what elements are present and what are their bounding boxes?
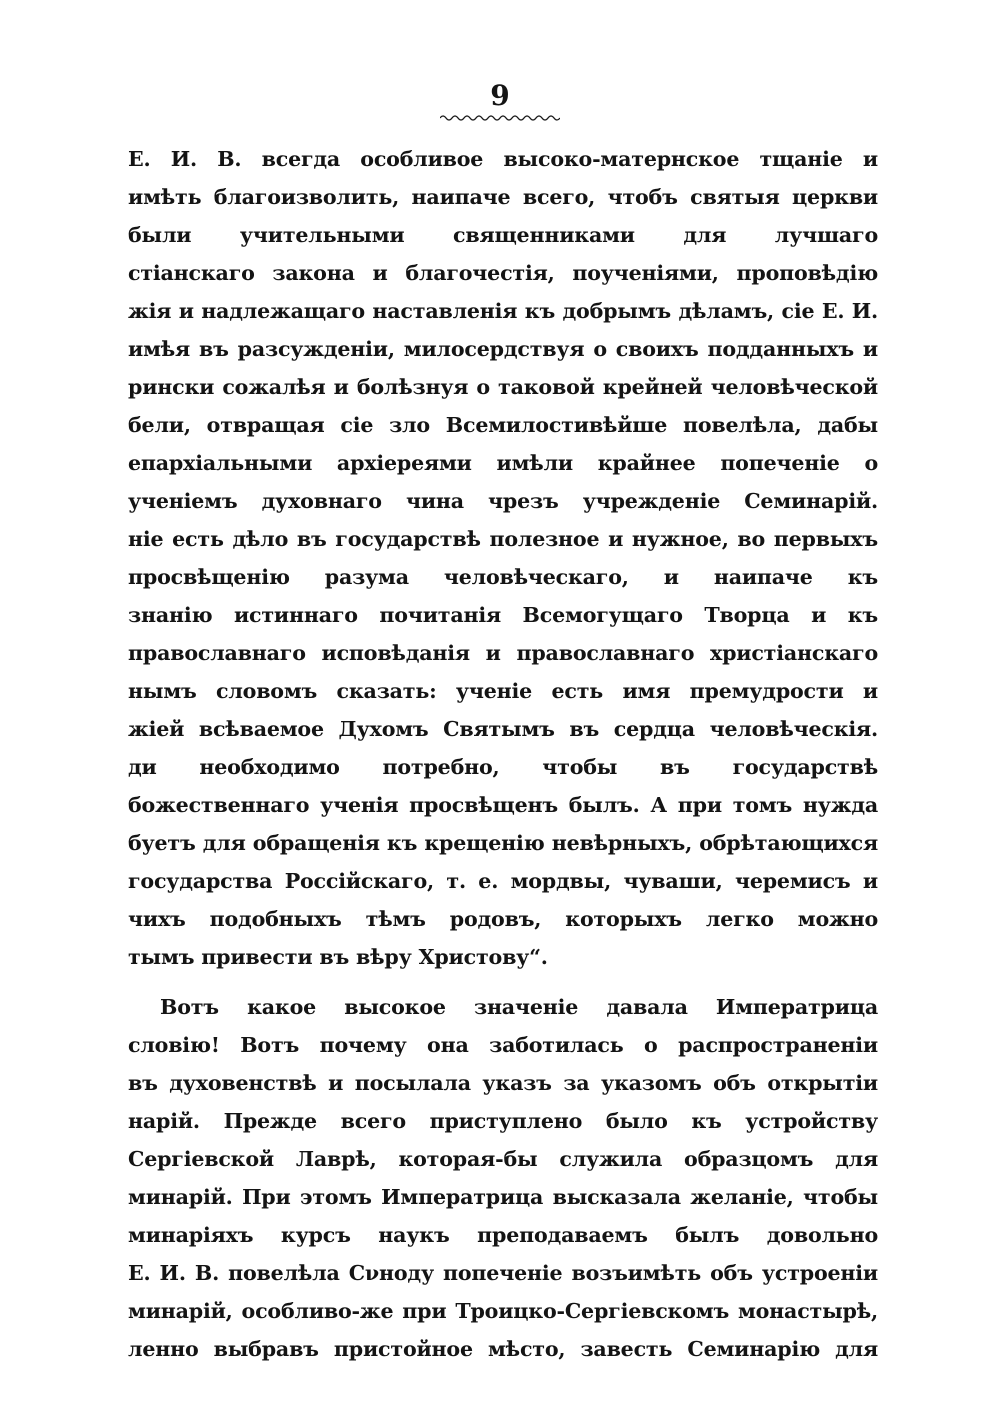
text-line: просвѣщенію разума человѣческаго, и наипаче къ [128,565,878,589]
text-line: тымъ привести въ вѣру Христову“. [128,945,548,969]
text-line: были учительными священниками для лучшаго [128,223,878,247]
text-line: въ духовенствѣ и посылала указъ за указомъ объ открытіи [128,1071,878,1095]
text-line: епархіальными архіереями имѣли крайнее попеченіе о [128,451,878,475]
text-line: чихъ подобныхъ тѣмъ родовъ, которыхъ легко можно [128,907,878,931]
text-line: Е. И. В. повелѣла Сνноду попеченіе возъимѣть объ устроеніи [128,1261,878,1285]
text-line: ученіемъ духовнаго чина чрезъ учрежденіе Семинарій. [128,489,878,513]
decorative-wavy-rule [440,112,560,124]
text-line: ніе есть дѣло въ государствѣ полезное и нужное, во первыхъ [128,527,878,551]
text-line: Е. И. В. всегда особливое высоко-матернское тщаніе и [128,147,878,171]
text-line: словію! Вотъ почему она заботилась о распространеніи [128,1033,878,1057]
text-line: минарій, особливо-же при Троицко-Сергіевскомъ монастырѣ, [128,1299,878,1323]
text-line: минарій. При этомъ Императрица высказала желаніе, чтобы [128,1185,878,1209]
text-line: государства Россійскаго, т. е. мордвы, чуваши, черемисъ и [128,869,878,893]
text-line: стіанскаго закона и благочестія, поученіями, проповѣдію [128,261,878,285]
text-line: Сергіевской Лаврѣ, которая-бы служила образцомъ для [128,1147,878,1171]
text-line: минаріяхъ курсъ наукъ преподаваемъ былъ довольно [128,1223,878,1247]
text-line: бели, отвращая сіе зло Всемилостивѣйше повелѣла, дабы [128,413,878,437]
text-line: ленно выбравъ пристойное мѣсто, завесть Семинарію для [128,1337,878,1361]
text-line: буетъ для обращенія къ крещенію невѣрныхъ, обрѣтающихся [128,831,878,855]
text-line: жія и надлежащаго наставленія къ добрымъ дѣламъ, сіе Е. И. [128,299,878,323]
text-line: имѣть благоизволить, наипаче всего, чтобъ святыя церкви [128,185,878,209]
text-line: православнаго исповѣданія и православнаго христіанскаго [128,641,878,665]
page-number: 9 [490,79,510,112]
paragraph [128,988,878,1368]
text-line: нарій. Прежде всего приступлено было къ устройству [128,1109,878,1133]
text-line: рински сожалѣя и болѣзнуя о таковой крейней человѣческой [128,375,878,399]
body-text [128,140,878,1368]
text-line: жіей всѣваемое Духомъ Святымъ въ сердца человѣческія. [128,717,878,741]
text-line: имѣя въ разсужденіи, милосердствуя о своихъ подданныхъ и [128,337,878,361]
paragraph [128,140,878,976]
text-line: божественнаго ученія просвѣщенъ былъ. А при томъ нужда [128,793,878,817]
text-line: нымъ словомъ сказать: ученіе есть имя премудрости и [128,679,878,703]
paragraph-gap [128,976,878,988]
text-line: ди необходимо потребно, чтобы въ государствѣ [128,755,878,779]
text-line: Вотъ какое высокое значеніе давала Императрица [160,995,878,1019]
text-line: знанію истиннаго почитанія Всемогущаго Творца и къ [128,603,878,627]
